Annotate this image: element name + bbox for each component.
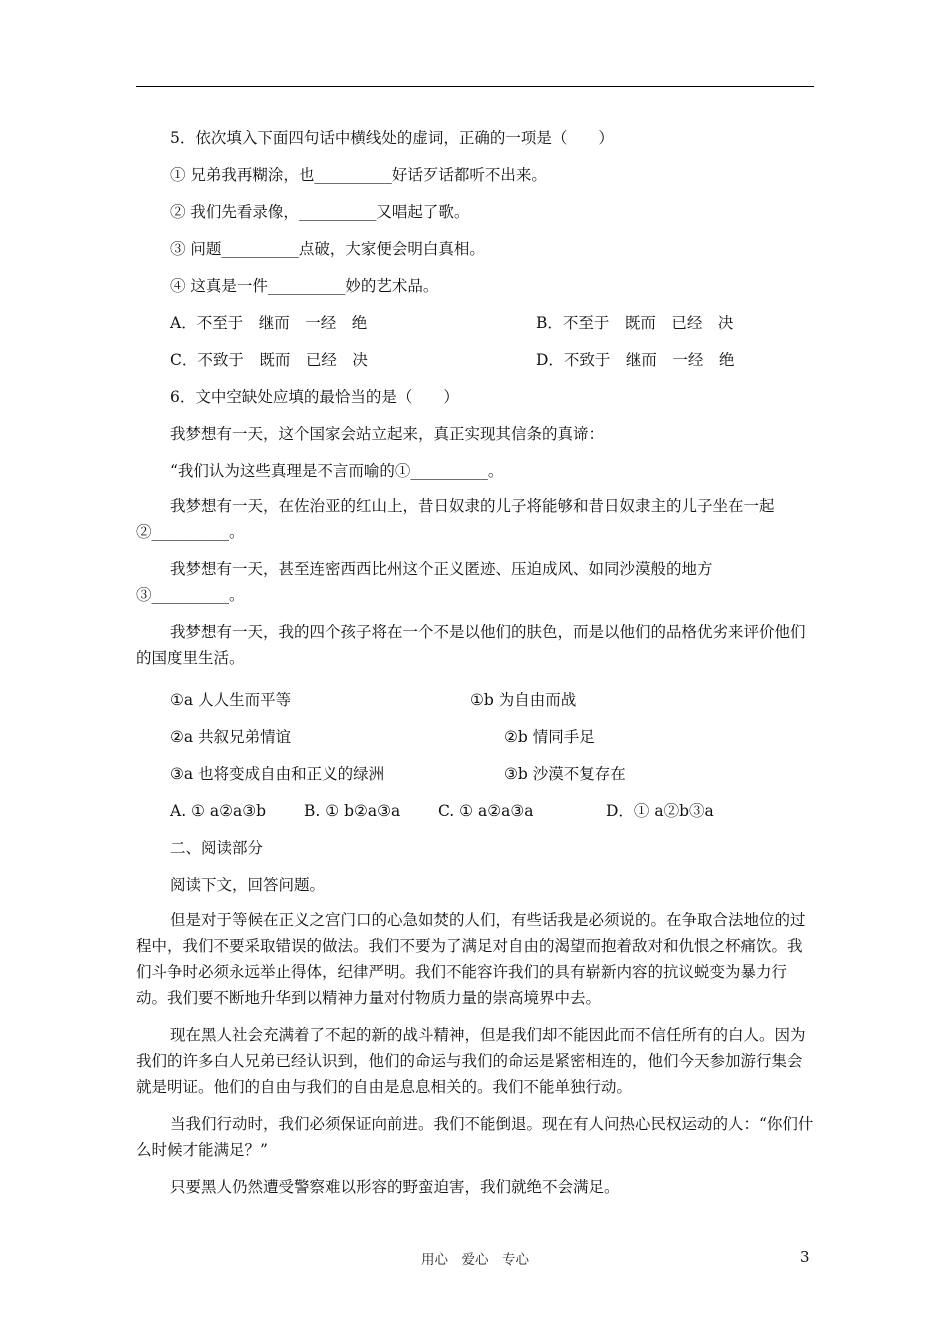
q5-option-a: A．不至于 继而 一经 绝 [170,314,368,332]
q6-choices-row-3 [136,756,816,793]
question-5-stem: 5．依次填入下面四句话中横线处的虚词，正确的一项是（ ） [170,129,614,147]
page-number: 3 [800,1248,810,1266]
q6-choice-2b: ②b 情同手足 [504,728,595,746]
page-body [136,120,816,1211]
q6-choices-row-1 [136,682,816,719]
section-2-intro: 阅读下文，回答问题。 [170,876,326,894]
question-6-stem: 6．文中空缺处应填的最恰当的是（ ） [170,388,459,406]
q5-options-row-2 [136,342,816,379]
footer-motto: 用心 爱心 专心 [421,1252,529,1268]
q6-answer-c: C. ① a②a③a [438,802,534,820]
q5-sentence-1: ① 兄弟我再糊涂，也__________好话歹话都听不出来。 [170,166,547,184]
q6-choice-1a: ①a 人人生而平等 [170,691,292,709]
q5-option-b: B．不至于 既而 已经 决 [536,314,734,332]
q5-sentence-4: ④ 这真是一件__________妙的艺术品。 [170,277,439,295]
q6-answer-d: D．① a②b③a [606,802,714,820]
q5-option-c: C．不致于 既而 已经 决 [170,351,368,369]
reading-paragraph-1: 但是对于等候在正义之宫门口的心急如焚的人们，有些话我是必须说的。在争取合法地位的过程中，我们不要采取错误的做法。我们不要为了满足对自由的渴望而抱着敌对和仇恨之杯痛饮。我们斗争时必须永远举止得体，纪律严明。我们不能容许我们的具有崭新内容的抗议蜕变为暴力行动。我们要不断地升华到以精神力量对付物质力量的崇高境界中去。 [136,911,806,1007]
q6-passage-2: “我们认为这些真理是不言而喻的①__________。 [170,462,504,480]
q6-choice-3b: ③b 沙漠不复存在 [504,765,626,783]
reading-paragraph-4: 只要黑人仍然遭受警察难以形容的野蛮迫害，我们就绝不会满足。 [170,1178,620,1196]
q5-option-d: D．不致于 继而 一经 绝 [536,351,735,369]
reading-paragraph-2: 现在黑人社会充满着了不起的新的战斗精神，但是我们却不能因此而不信任所有的白人。因为我们的许多白人兄弟已经认识到，他们的命运与我们的命运是紧密相连的，他们今天参加游行集会就是明证。他们的自由与我们的自由是息息相关的。我们不能单独行动。 [136,1026,806,1096]
q6-passage-4: 我梦想有一天，甚至连密西西比州这个正义匿迹、压迫成风、如同沙漠般的地方③__________。 [136,560,713,604]
section-2-heading: 二、阅读部分 [170,839,264,857]
q5-options-row-1 [136,305,816,342]
q6-answers-row [136,793,816,830]
q5-sentence-2: ② 我们先看录像，__________又唱起了歌。 [170,203,470,221]
q6-choices-row-2 [136,719,816,756]
q6-passage-3: 我梦想有一天，在佐治亚的红山上，昔日奴隶的儿子将能够和昔日奴隶主的儿子坐在一起②__________。 [136,497,775,541]
q6-choice-3a: ③a 也将变成自由和正义的绿洲 [170,765,385,783]
q6-passage-5: 我梦想有一天，我的四个孩子将在一个不是以他们的肤色，而是以他们的品格优劣来评价他们的国度里生活。 [136,623,806,667]
q5-sentence-3: ③ 问题__________点破，大家便会明白真相。 [170,240,485,258]
header-rule [136,86,814,87]
q6-passage-1: 我梦想有一天，这个国家会站立起来，真正实现其信条的真谛： [170,425,605,443]
q6-choice-2a: ②a 共叙兄弟情谊 [170,728,292,746]
reading-paragraph-3: 当我们行动时，我们必须保证向前进。我们不能倒退。现在有人问热心民权运动的人：“你们什么时候才能满足？” [136,1115,814,1159]
q6-answer-a: A. ① a②a③b [170,802,267,820]
q6-choice-1b: ①b 为自由而战 [470,691,577,709]
q6-answer-b: B. ① b②a③a [304,802,401,820]
